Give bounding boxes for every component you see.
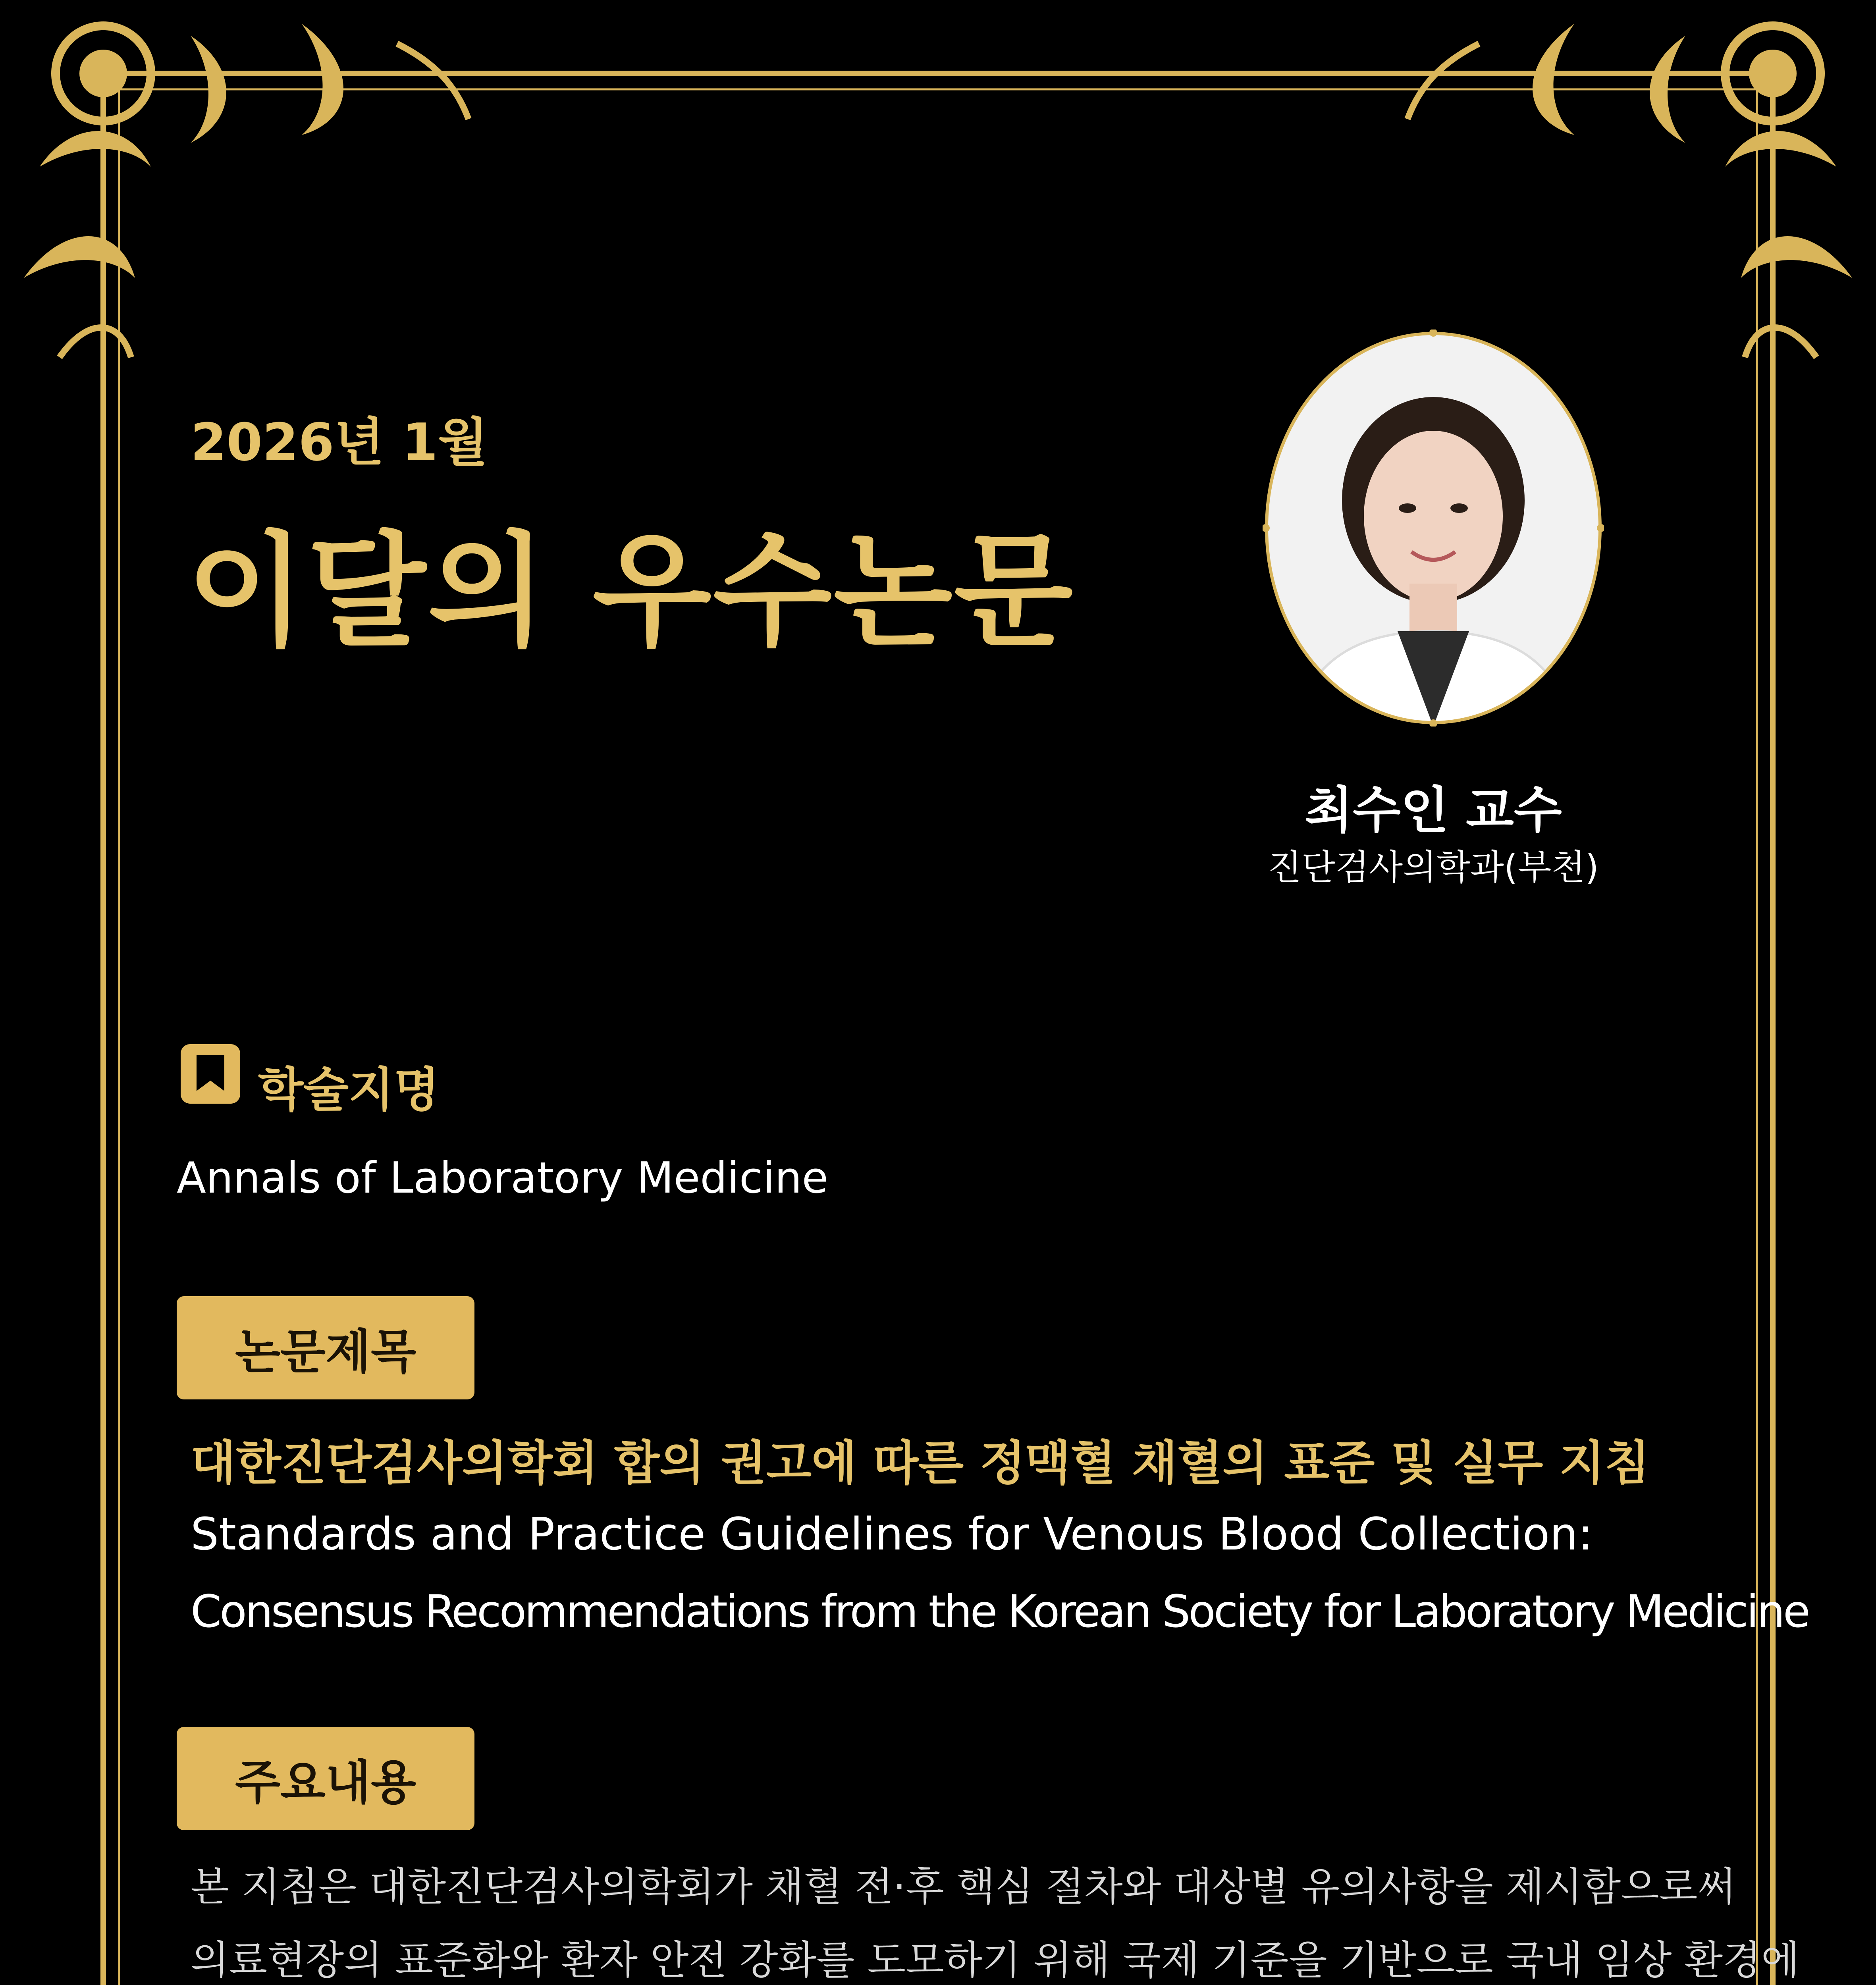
journal-label: 학술지명 <box>258 1062 439 1117</box>
issue-date: 2026년 1월 <box>191 412 488 472</box>
professor-department: 진단검사의학과(부천) <box>1268 847 1599 888</box>
summary-label: 주요내용 <box>177 1727 474 1830</box>
paper-title-english-line2: Consensus Recommendations from the Korean Society for Laboratory Medicine <box>191 1586 1809 1638</box>
summary-text <box>191 1850 1800 1985</box>
summary-line: 본 지침은 대한진단검사의학회가 채혈 전·후 핵심 절차와 대상별 유의사항을 제시함으로써 <box>191 1864 1736 1910</box>
paper-title-english-line1: Standards and Practice Guidelines for Venous Blood Collection: <box>191 1509 1593 1560</box>
professor-portrait <box>1263 330 1604 727</box>
journal-name: Annals of Laboratory Medicine <box>177 1153 829 1203</box>
page-title: 이달의 우수논문 <box>187 520 1075 663</box>
summary-line: 의료현장의 표준화와 환자 안전 강화를 도모하기 위해 국제 기준을 기반으로 국내 임상 환경에 <box>191 1937 1800 1983</box>
professor-name: 최수인 교수 <box>1305 782 1562 839</box>
bookmark-icon <box>181 1044 240 1104</box>
paper-title-korean: 대한진단검사의학회 합의 권고에 따른 정맥혈 채혈의 표준 및 실무 지침 <box>191 1436 1650 1490</box>
paper-title-label: 논문제목 <box>177 1296 474 1399</box>
